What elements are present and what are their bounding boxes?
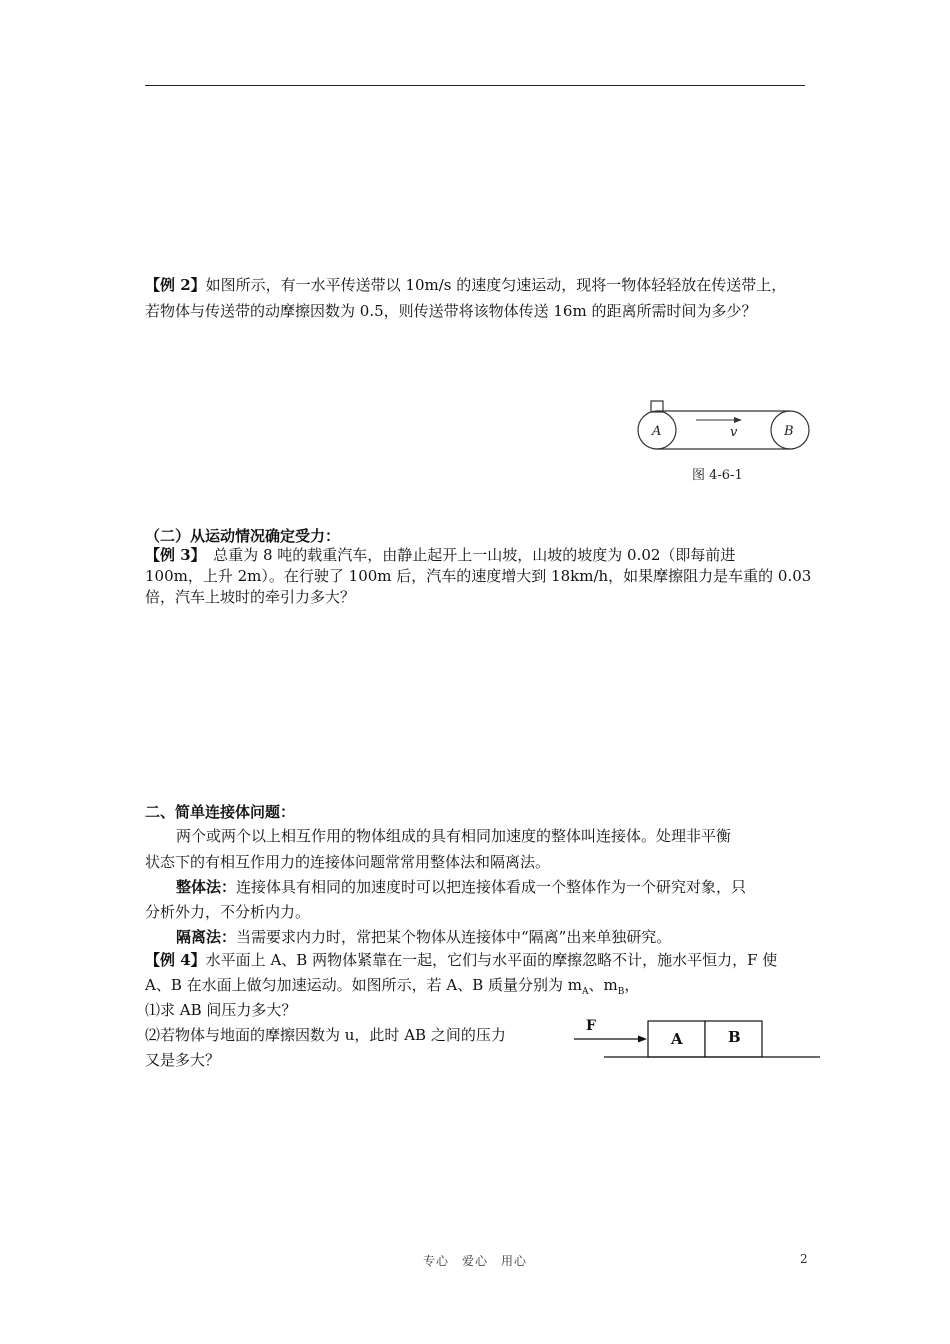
pulley-b-label: B	[784, 424, 794, 439]
mass-a-subscript: A	[582, 987, 589, 997]
example4-line1	[145, 948, 810, 973]
example4-question1: ⑴求 AB 间压力多大？	[145, 1001, 297, 1019]
pulley-a-label: A	[652, 424, 662, 439]
whole-method-line1	[145, 875, 841, 900]
velocity-arrowhead	[734, 417, 742, 423]
whole-method-line2: 分析外力，不分析内力。	[145, 903, 311, 921]
section3-heading: 二、简单连接体问题：	[145, 803, 296, 821]
example4-end: ，	[624, 976, 640, 994]
example2-line2: 若物体与传送带的动摩擦因数为 0.5，则传送带将该物体传送 16m 的距离所需时间为多少？	[145, 302, 757, 320]
block-b-label: B	[728, 1028, 741, 1046]
force-label: F	[586, 1018, 596, 1034]
example3-line2: 100m，上升 2m）。在行驶了 100m 后，汽车的速度增大到 18km/h，如果摩擦阻力是车重的 0.03	[145, 567, 812, 585]
isolation-method-line	[145, 925, 841, 950]
example3-line3: 倍，汽车上坡时的牵引力多大？	[145, 588, 356, 606]
example3-line1	[145, 545, 810, 566]
whole-method-text: 连接体具有相同的加速度时可以把连接体看成一个整体作为一个研究对象，只	[236, 878, 747, 896]
block-on-belt	[651, 401, 663, 412]
figure-caption: 图 4-6-1	[692, 468, 743, 483]
example4-question2-line1: ⑵若物体与地面的摩擦因数为 u，此时 AB 之间的压力	[145, 1026, 506, 1044]
section2-heading: （二）从运动情况确定受力：	[145, 527, 341, 545]
example4-question2-line2: 又是多大？	[145, 1051, 221, 1069]
isolation-method-text: 当需要求内力时，常把某个物体从连接体中“隔离”出来单独研究。	[236, 928, 672, 946]
mass-b-subscript: B	[617, 987, 625, 997]
velocity-label: v	[730, 425, 738, 440]
footer-text: 专心 爱心 用心	[422, 1254, 527, 1268]
example4-tag: 【例 4】	[145, 951, 206, 969]
connected-body-def-line1: 两个或两个以上相互作用的物体组成的具有相同加速度的整体叫连接体。处理非平衡	[176, 827, 732, 845]
example3-tag: 【例 3】	[145, 546, 199, 564]
example3-text1: 总重为 8 吨的载重汽车，由静止起开上一山坡，山坡的坡度为 0.02（即每前进	[198, 546, 736, 564]
example4-text1: 水平面上 A、B 两物体紧靠在一起，它们与水平面的摩擦忽略不计，施水平恒力，F 使	[205, 951, 778, 969]
example4-text2: A、B 在水面上做匀加速运动。如图所示，若 A、B 质量分别为 m	[145, 976, 583, 994]
example4-mid: 、m	[588, 976, 618, 994]
block-a-label: A	[671, 1030, 683, 1048]
blocks-figure	[570, 1012, 825, 1062]
isolation-method-label: 隔离法：	[176, 928, 237, 946]
whole-method-label: 整体法：	[176, 878, 237, 896]
conveyor-figure	[630, 398, 820, 490]
connected-body-def-line2: 状态下的有相互作用力的连接体问题常常用整体法和隔离法。	[145, 853, 551, 871]
header-rule	[145, 85, 805, 86]
example2-line1	[145, 273, 810, 298]
example2-tag: 【例 2】	[145, 276, 206, 294]
force-arrowhead	[638, 1036, 647, 1043]
example2-text1: 如图所示，有一水平传送带以 10m/s 的速度匀速运动，现将一物体轻轻放在传送带上，	[205, 276, 787, 294]
page-number: 2	[800, 1252, 808, 1266]
